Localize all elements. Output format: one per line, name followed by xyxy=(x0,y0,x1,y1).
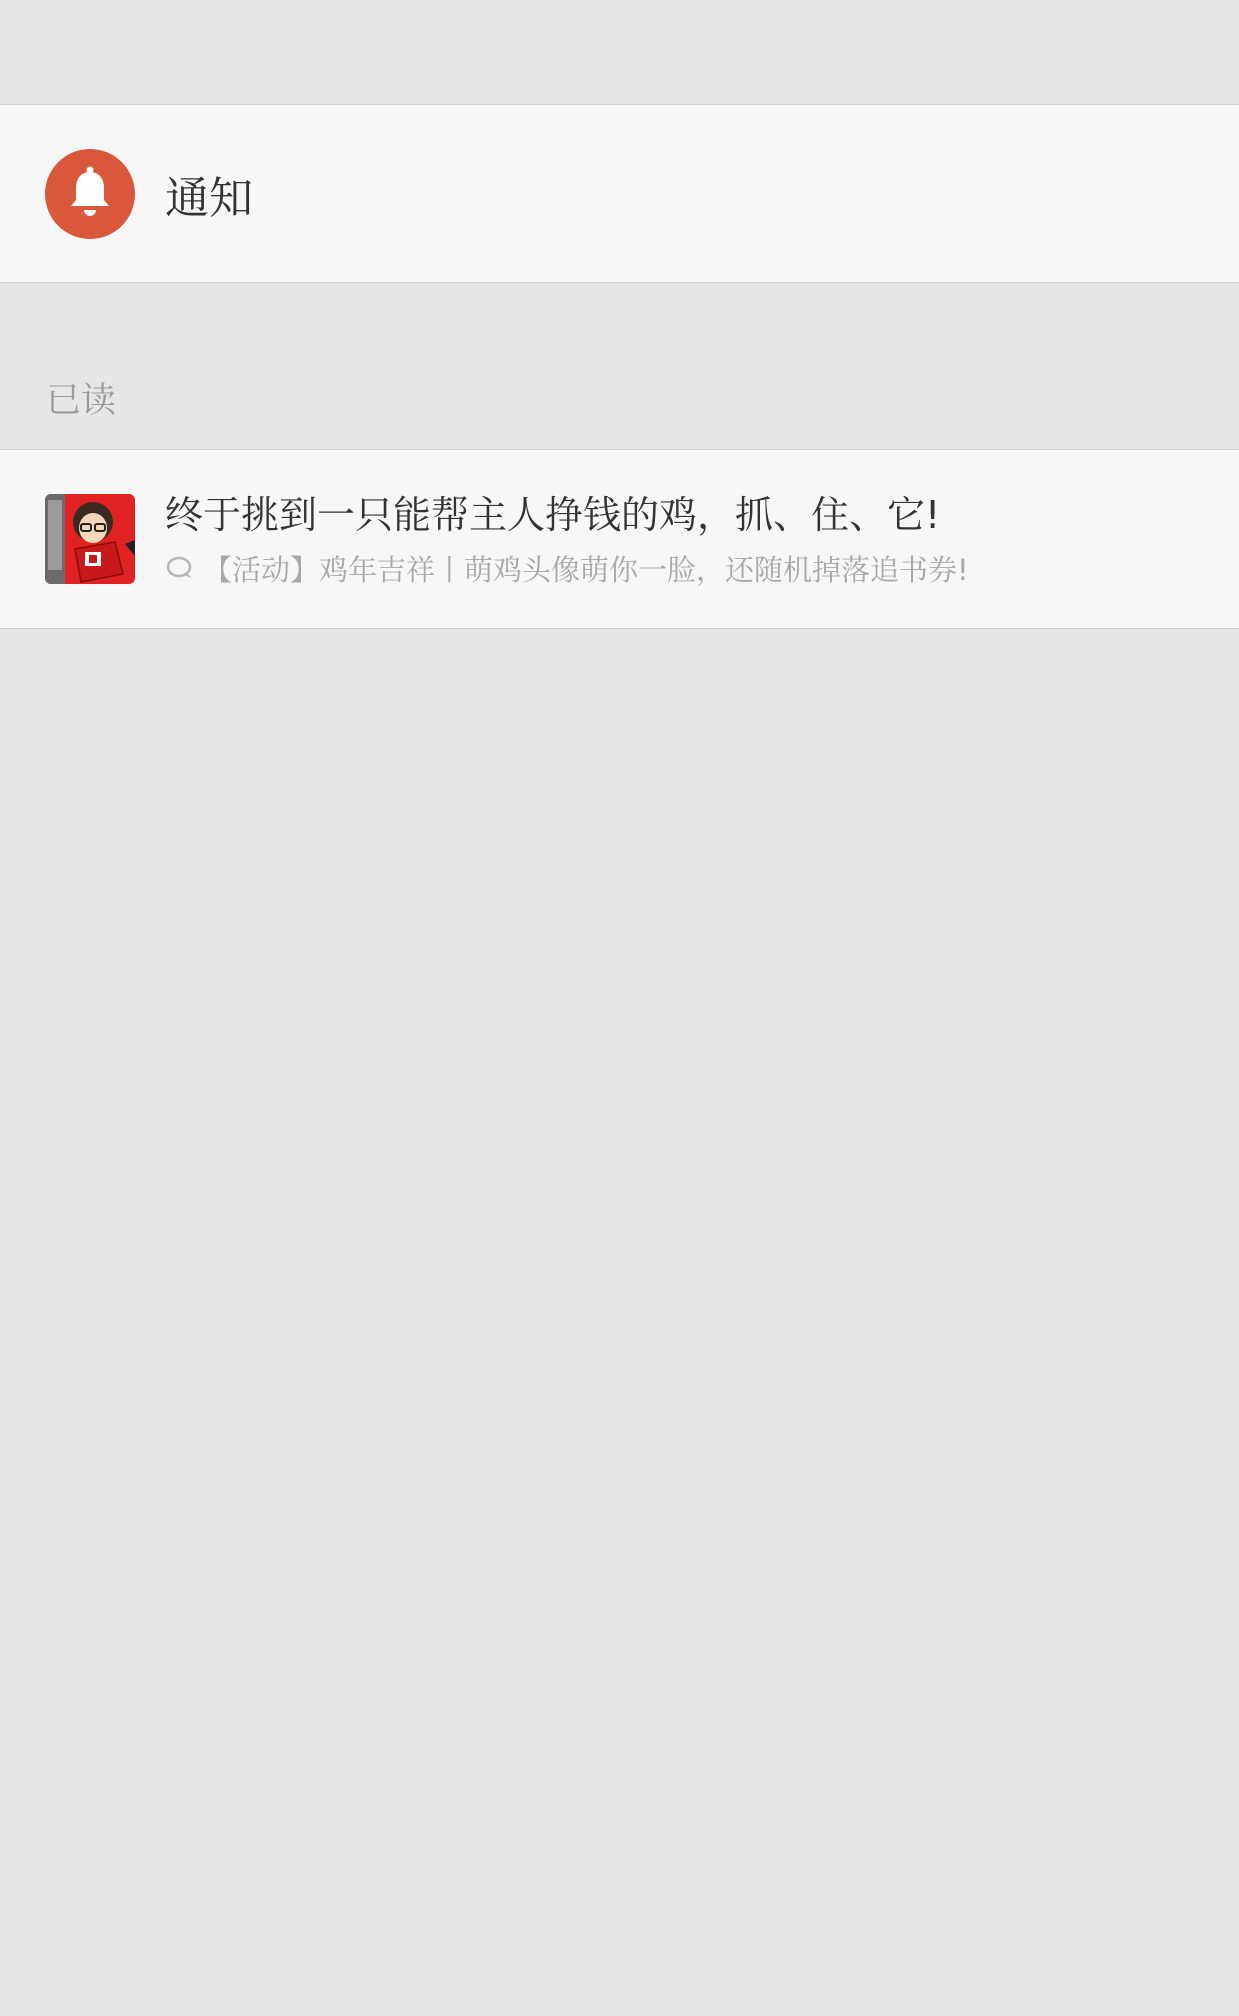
message-preview-row xyxy=(165,548,969,589)
notifications-label: 通知 xyxy=(165,172,253,224)
notifications-entry[interactable] xyxy=(0,105,1239,283)
app-avatar-icon xyxy=(45,494,135,584)
bell-icon xyxy=(45,149,135,239)
message-preview: 【活动】鸡年吉祥丨萌鸡头像萌你一脸，还随机掉落追书券! xyxy=(203,552,969,587)
message-text-block xyxy=(165,490,969,589)
read-section-header xyxy=(0,283,1239,450)
chat-bubble-icon xyxy=(165,555,195,581)
top-spacer xyxy=(0,0,1239,105)
message-title: 终于挑到一只能帮主人挣钱的鸡，抓、住、它! xyxy=(165,492,941,537)
list-item[interactable] xyxy=(0,450,1239,629)
read-section-label: 已读 xyxy=(46,381,117,421)
